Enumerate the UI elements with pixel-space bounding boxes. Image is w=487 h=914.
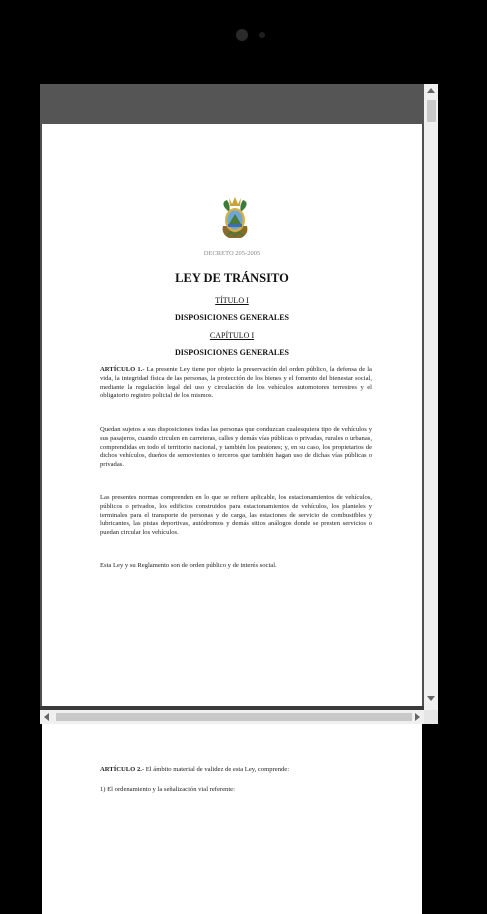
article-1-label: ARTÍCULO 1.- bbox=[100, 366, 145, 373]
disposiciones-heading-2: DISPOSICIONES GENERALES bbox=[174, 348, 290, 357]
article-2-label: ARTÍCULO 2.- bbox=[100, 766, 145, 773]
article-2-item-1: 1) El ordenamiento y la señalización vial referente: bbox=[100, 786, 235, 793]
document-title: LEY DE TRÁNSITO bbox=[175, 271, 289, 285]
document-area[interactable] bbox=[40, 124, 424, 793]
disposiciones-heading: DISPOSICIONES GENERALES bbox=[174, 313, 290, 322]
article-2 bbox=[100, 766, 372, 775]
arrow-left-icon[interactable] bbox=[44, 713, 49, 721]
sensor-icon bbox=[259, 32, 265, 38]
arrow-right-icon[interactable] bbox=[415, 713, 420, 721]
capitulo-heading: CAPÍTULO I bbox=[209, 331, 255, 340]
paragraph-4: Esta Ley y su Reglamento son de orden público y de interés social. bbox=[100, 562, 277, 569]
document-page bbox=[42, 124, 422, 706]
article-1 bbox=[100, 366, 372, 401]
vertical-scroll-thumb[interactable] bbox=[427, 100, 436, 122]
decree-number: DECRETO 205-2005 bbox=[203, 250, 261, 257]
arrow-up-icon[interactable] bbox=[427, 88, 435, 93]
vertical-scrollbar[interactable] bbox=[424, 84, 438, 710]
horizontal-scroll-thumb[interactable] bbox=[56, 713, 412, 721]
viewer-toolbar bbox=[40, 84, 424, 124]
article-2-text: El ámbito material de validez de esta Ley, comprende: bbox=[144, 766, 290, 773]
document-page-2 bbox=[42, 714, 422, 914]
titulo-heading: TÍTULO I bbox=[215, 296, 249, 305]
article-1-text: La presente Ley tiene por objeto la preservación del orden público, la defensa de la vida, la integridad física de las personas, la protección de los bienes y el fomento del bienestar social, mediante la regulación legal del uso y circulación de los vehículos automotores terrestres y el obligatorio registro policial de los mismos. bbox=[100, 366, 372, 400]
paragraph-2: Quedan sujetos a sus disposiciones todas las personas que conduzcan cualesquiera tipo de vehículos y sus pasajeros, cuando circulen en carreteras, calles y demás vías públicas o privadas, rurales o urbanas, comprendidas en todo el territorio nacional, y también los peatones; y, en su caso, los propietarios de dichos vehículos, dueños de semovientes o terceros que también hagan uso de dichas vías públicas o privadas. bbox=[100, 426, 372, 469]
coat-of-arms-icon bbox=[219, 196, 251, 240]
horizontal-scrollbar[interactable] bbox=[40, 710, 424, 724]
paragraph-3: Las presentes normas comprenden en lo que se refiere aplicable, los estacionamientos de vehículos, públicos o privados, los edificios construidos para estacionamientos de vehículos, los planteles y terminales para el transporte de personas y de carga, las estaciones de servicio de combustibles y lubricantes, las pistas deportivas, autódromos y demás sitios análogos donde se presten servicios o puedan circular los vehículos. bbox=[100, 494, 372, 537]
arrow-down-icon[interactable] bbox=[427, 696, 435, 701]
camera-icon bbox=[236, 29, 248, 41]
pdf-viewer bbox=[40, 84, 438, 793]
scrollbar-corner bbox=[424, 710, 438, 724]
